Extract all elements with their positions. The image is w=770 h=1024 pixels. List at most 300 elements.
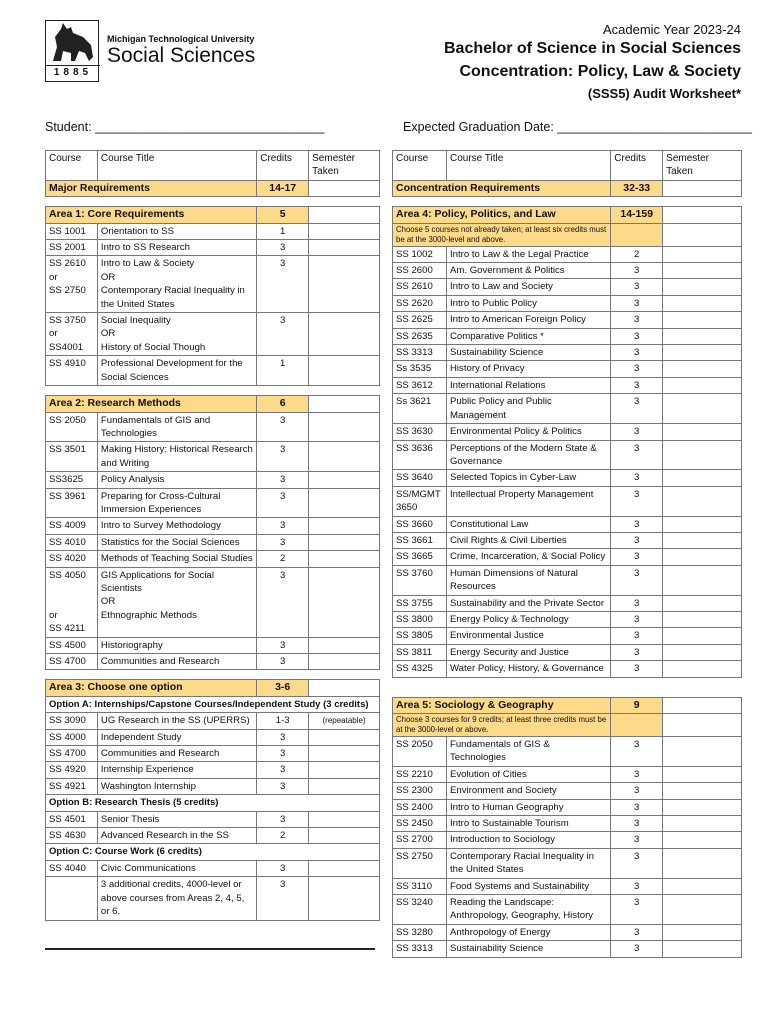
semester-cell[interactable] — [663, 361, 742, 377]
semester-cell[interactable] — [309, 256, 380, 313]
course-title: Preparing for Cross-Cultural Immersion Experiences — [97, 488, 256, 518]
course-code: SS 2750 — [393, 848, 447, 878]
semester-cell[interactable] — [309, 412, 380, 442]
course-title: Reading the Landscape: Anthropology, Geography, History — [446, 895, 610, 925]
course-title: International Relations — [446, 377, 610, 393]
course-code: SS 4920 — [46, 762, 98, 778]
course-title: Intro to Public Policy — [446, 295, 610, 311]
semester-cell[interactable] — [663, 394, 742, 424]
course-title: GIS Applications for Social Scientists OR Ethnographic Methods — [97, 567, 256, 637]
audit-title: (SSS5) Audit Worksheet* — [587, 86, 741, 101]
section-credits: 3-6 — [257, 680, 309, 696]
table-row — [393, 470, 742, 486]
section-credits: 6 — [257, 396, 309, 412]
course-title: Crime, Incarceration, & Social Policy — [446, 549, 610, 565]
semester-cell[interactable] — [663, 737, 742, 767]
course-credits: 3 — [257, 518, 309, 534]
course-credits: 3 — [257, 778, 309, 794]
course-credits: 2 — [257, 828, 309, 844]
course-code: SS 3811 — [393, 644, 447, 660]
logo-year: 1885 — [53, 67, 93, 78]
course-credits: 3 — [611, 848, 663, 878]
course-title: Making History: Historical Research and Writing — [97, 442, 256, 472]
course-code: SS 2001 — [46, 240, 98, 256]
table-row — [393, 486, 742, 516]
semester-cell[interactable] — [309, 534, 380, 550]
semester-cell[interactable] — [663, 628, 742, 644]
course-credits: 3 — [611, 878, 663, 894]
course-title: Professional Development for the Social Sciences — [97, 356, 256, 386]
semester-cell[interactable] — [663, 816, 742, 832]
university-logo — [45, 20, 275, 84]
course-title: Intro to Sustainable Tourism — [446, 816, 610, 832]
area4-header — [393, 207, 742, 223]
course-code: SS 3313 — [393, 941, 447, 957]
course-code: SS 2610 — [393, 279, 447, 295]
course-code: SS 3612 — [393, 377, 447, 393]
course-title: Environmental Justice — [446, 628, 610, 644]
course-title: Washington Internship — [97, 778, 256, 794]
semester-cell[interactable] — [663, 697, 742, 713]
table-row — [393, 924, 742, 940]
table-row — [393, 424, 742, 440]
course-code: SS 4501 — [46, 811, 98, 827]
course-title: Comparative Politics * — [446, 328, 610, 344]
course-credits: 3 — [257, 762, 309, 778]
semester-cell[interactable] — [663, 263, 742, 279]
section-credits: 9 — [611, 697, 663, 713]
semester-cell[interactable] — [309, 567, 380, 637]
course-code: SS 2635 — [393, 328, 447, 344]
concentration-title: Concentration: Policy, Law & Society — [459, 63, 741, 80]
table-row — [393, 440, 742, 470]
semester-cell[interactable] — [309, 860, 380, 876]
semester-cell[interactable] — [309, 518, 380, 534]
course-title: Sustainability and the Private Sector — [446, 595, 610, 611]
semester-cell[interactable] — [663, 486, 742, 516]
semester-cell[interactable] — [663, 848, 742, 878]
course-code: SS 1001 — [46, 223, 98, 239]
course-credits: 3 — [257, 637, 309, 653]
semester-cell[interactable] — [663, 595, 742, 611]
table-row — [393, 644, 742, 660]
course-credits: 1-3 — [257, 713, 309, 729]
table-row — [393, 549, 742, 565]
course-code: SS 2625 — [393, 312, 447, 328]
course-credits: 1 — [257, 223, 309, 239]
course-credits: 3 — [257, 567, 309, 637]
col-course: Course — [46, 151, 98, 181]
course-title: Social Inequality OR History of Social Though — [97, 313, 256, 356]
concentration-requirements-row — [393, 180, 742, 196]
course-credits: 3 — [257, 256, 309, 313]
major-requirements-row — [46, 180, 380, 196]
table-row — [46, 637, 380, 653]
course-credits: 3 — [257, 442, 309, 472]
course-title: Independent Study — [97, 729, 256, 745]
course-credits: 3 — [611, 328, 663, 344]
course-code: SS 3760 — [393, 565, 447, 595]
department-name: Social Sciences — [107, 44, 256, 67]
course-code: Ss 3535 — [393, 361, 447, 377]
course-title: Public Policy and Public Management — [446, 394, 610, 424]
course-credits: 3 — [611, 424, 663, 440]
table-row — [393, 246, 742, 262]
course-code: SS 2450 — [393, 816, 447, 832]
table-row — [46, 551, 380, 567]
table-row — [393, 737, 742, 767]
table-row — [393, 941, 742, 957]
col-title: Course Title — [97, 151, 256, 181]
course-code: SS 4910 — [46, 356, 98, 386]
semester-cell[interactable] — [309, 396, 380, 412]
table-row — [46, 256, 380, 313]
table-row — [46, 654, 380, 670]
semester-cell[interactable] — [309, 654, 380, 670]
course-title: Perceptions of the Modern State & Governance — [446, 440, 610, 470]
semester-cell[interactable] — [309, 488, 380, 518]
semester-cell[interactable] — [309, 680, 380, 696]
semester-cell[interactable] — [309, 223, 380, 239]
table-row — [393, 783, 742, 799]
course-code: SS 3660 — [393, 516, 447, 532]
semester-cell[interactable] — [663, 532, 742, 548]
course-credits: 3 — [257, 877, 309, 920]
course-code: SS 3750 or SS4001 — [46, 313, 98, 356]
course-code: SS 2300 — [393, 783, 447, 799]
semester-cell[interactable] — [309, 811, 380, 827]
course-title: Communities and Research — [97, 746, 256, 762]
table-row — [393, 628, 742, 644]
semester-cell[interactable] — [663, 714, 742, 737]
course-title: Policy Analysis — [97, 472, 256, 488]
course-credits: 2 — [611, 246, 663, 262]
table-row — [393, 816, 742, 832]
semester-cell[interactable] — [663, 223, 742, 246]
course-credits: 3 — [611, 799, 663, 815]
semester-cell[interactable] — [309, 180, 380, 196]
table-row — [393, 611, 742, 627]
course-title: Statistics for the Social Sciences — [97, 534, 256, 550]
course-credits: 3 — [257, 746, 309, 762]
semester-cell[interactable] — [663, 799, 742, 815]
university-name: Michigan Technological University — [107, 34, 255, 44]
semester-cell[interactable] — [663, 516, 742, 532]
course-title: Intro to American Foreign Policy — [446, 312, 610, 328]
section-note: Choose 5 courses not already taken; at least six credits must be at the 3000-level and above. — [393, 223, 611, 246]
semester-cell[interactable] — [309, 551, 380, 567]
section-label: Area 2: Research Methods — [46, 396, 257, 412]
course-credits: 3 — [611, 516, 663, 532]
table-row — [46, 877, 380, 920]
semester-cell[interactable] — [309, 746, 380, 762]
semester-cell[interactable] — [663, 470, 742, 486]
semester-cell[interactable] — [663, 345, 742, 361]
table-row — [46, 860, 380, 876]
semester-cell[interactable] — [663, 783, 742, 799]
table-row — [46, 223, 380, 239]
table-row — [46, 472, 380, 488]
course-code: SS 2700 — [393, 832, 447, 848]
table-row — [393, 394, 742, 424]
course-code: SS 4000 — [46, 729, 98, 745]
table-row — [393, 895, 742, 925]
course-title: Selected Topics in Cyber-Law — [446, 470, 610, 486]
course-title: Food Systems and Sustainability — [446, 878, 610, 894]
col-course: Course — [393, 151, 447, 181]
course-code: SS 4325 — [393, 661, 447, 677]
option-label: Option C: Course Work (6 credits) — [46, 844, 380, 860]
table-row — [393, 799, 742, 815]
table-row — [46, 713, 380, 729]
course-code: SS 2050 — [393, 737, 447, 767]
table-row — [393, 595, 742, 611]
course-credits: 3 — [611, 895, 663, 925]
semester-cell[interactable] — [309, 729, 380, 745]
course-credits: 3 — [611, 394, 663, 424]
table-row — [393, 848, 742, 878]
course-title: Sustainability Science — [446, 345, 610, 361]
course-title: Senior Thesis — [97, 811, 256, 827]
course-credits: 3 — [611, 628, 663, 644]
course-title: Evolution of Cities — [446, 766, 610, 782]
course-title: Environment and Society — [446, 783, 610, 799]
course-title: Intellectual Property Management — [446, 486, 610, 516]
course-code: SS 4921 — [46, 778, 98, 794]
course-code: SS 3805 — [393, 628, 447, 644]
option-label: Option A: Internships/Capstone Courses/Independent Study (3 credits) — [46, 696, 380, 712]
course-credits: 3 — [257, 472, 309, 488]
semester-cell[interactable] — [309, 778, 380, 794]
table-row — [393, 532, 742, 548]
course-title: Am. Government & Politics — [446, 263, 610, 279]
table-row — [46, 313, 380, 356]
course-title: Communities and Research — [97, 654, 256, 670]
section-label: Concentration Requirements — [393, 180, 611, 196]
course-credits: 3 — [611, 766, 663, 782]
semester-cell[interactable] — [663, 328, 742, 344]
course-code: SS 4700 — [46, 746, 98, 762]
table-row — [46, 518, 380, 534]
semester-cell[interactable] — [663, 565, 742, 595]
section-credits: 14-159 — [611, 207, 663, 223]
course-code: SS 4010 — [46, 534, 98, 550]
semester-cell[interactable] — [663, 440, 742, 470]
table-row — [393, 345, 742, 361]
semester-cell[interactable] — [663, 295, 742, 311]
semester-cell[interactable] — [663, 207, 742, 223]
area2-header — [46, 396, 380, 412]
course-code: SS 4500 — [46, 637, 98, 653]
col-credits: Credits — [257, 151, 309, 181]
course-title: Human Dimensions of Natural Resources — [446, 565, 610, 595]
table-row — [46, 746, 380, 762]
course-credits: 3 — [611, 345, 663, 361]
semester-cell[interactable] — [663, 424, 742, 440]
course-title: Fundamentals of GIS and Technologies — [97, 412, 256, 442]
semester-cell[interactable] — [663, 878, 742, 894]
section-label: Area 3: Choose one option — [46, 680, 257, 696]
course-title: Civil Rights & Civil Liberties — [446, 532, 610, 548]
course-title: History of Privacy — [446, 361, 610, 377]
course-code: SS 4020 — [46, 551, 98, 567]
table-row — [393, 295, 742, 311]
semester-cell[interactable] — [663, 279, 742, 295]
section-credits: 32-33 — [611, 180, 663, 196]
course-title: Historiography — [97, 637, 256, 653]
table-row — [393, 661, 742, 677]
course-code: SS 3240 — [393, 895, 447, 925]
course-title: Civic Communications — [97, 860, 256, 876]
course-title: Energy Policy & Technology — [446, 611, 610, 627]
course-credits: 3 — [611, 941, 663, 957]
section-label: Area 5: Sociology & Geography — [393, 697, 611, 713]
course-credits: 3 — [257, 313, 309, 356]
table-row — [46, 356, 380, 386]
area5-header — [393, 697, 742, 713]
course-credits: 3 — [611, 470, 663, 486]
course-title: Intro to Law and Society — [446, 279, 610, 295]
semester-cell[interactable] — [663, 832, 742, 848]
semester-cell[interactable] — [309, 877, 380, 920]
table-row — [393, 565, 742, 595]
semester-cell[interactable] — [309, 762, 380, 778]
semester-cell[interactable] — [663, 377, 742, 393]
table-row — [393, 312, 742, 328]
course-title: Methods of Teaching Social Studies — [97, 551, 256, 567]
table-row — [393, 263, 742, 279]
course-credits: 3 — [257, 412, 309, 442]
course-code: SS 4050 or SS 4211 — [46, 567, 98, 637]
col-credits: Credits — [611, 151, 663, 181]
col-semester: Semester Taken — [663, 151, 742, 181]
semester-cell[interactable] — [309, 828, 380, 844]
semester-cell[interactable] — [663, 246, 742, 262]
area3-header — [46, 680, 380, 696]
course-credits: 3 — [611, 263, 663, 279]
course-title: Environmental Policy & Politics — [446, 424, 610, 440]
option-label: Option B: Research Thesis (5 credits) — [46, 795, 380, 811]
semester-cell[interactable] — [309, 442, 380, 472]
course-credits: 3 — [611, 295, 663, 311]
course-title: Anthropology of Energy — [446, 924, 610, 940]
table-row — [46, 442, 380, 472]
student-field[interactable]: Student: _________________________________ — [45, 120, 325, 134]
semester-cell[interactable] — [663, 312, 742, 328]
course-credits: 3 — [611, 832, 663, 848]
course-code: SS 3636 — [393, 440, 447, 470]
academic-year: Academic Year 2023-24 — [602, 22, 741, 37]
course-code: SS 2050 — [46, 412, 98, 442]
table-row — [393, 377, 742, 393]
semester-cell[interactable] — [663, 895, 742, 925]
course-credits: 3 — [257, 860, 309, 876]
course-title: Intro to Law & Society OR Contemporary Racial Inequality in the United States — [97, 256, 256, 313]
semester-cell[interactable] — [663, 661, 742, 677]
course-credits: 3 — [611, 532, 663, 548]
course-code: SS 3630 — [393, 424, 447, 440]
course-title: Sustainability Science — [446, 941, 610, 957]
course-credits: 3 — [611, 279, 663, 295]
graduation-date-field[interactable]: Expected Graduation Date: ____________________________ — [403, 120, 752, 134]
course-credits: 3 — [257, 488, 309, 518]
table-row — [393, 516, 742, 532]
course-title: Intro to Survey Methodology — [97, 518, 256, 534]
course-title: Advanced Research in the SS — [97, 828, 256, 844]
course-title: Constitutional Law — [446, 516, 610, 532]
course-title: Fundamentals of GIS & Technologies — [446, 737, 610, 767]
table-row — [46, 778, 380, 794]
course-code: SS 2620 — [393, 295, 447, 311]
course-code: SS 4630 — [46, 828, 98, 844]
table-row — [46, 811, 380, 827]
course-credits: 2 — [257, 551, 309, 567]
section-label: Area 1: Core Requirements — [46, 207, 257, 223]
course-code: SS 3661 — [393, 532, 447, 548]
course-code: SS 1002 — [393, 246, 447, 262]
semester-cell[interactable] — [663, 549, 742, 565]
semester-cell[interactable] — [663, 766, 742, 782]
semester-cell[interactable]: (repeatable) — [309, 713, 380, 729]
table-row — [46, 488, 380, 518]
semester-cell[interactable] — [309, 472, 380, 488]
section-label: Area 4: Policy, Politics, and Law — [393, 207, 611, 223]
table-row — [46, 567, 380, 637]
table-row — [46, 240, 380, 256]
course-title: Intro to Law & the Legal Practice — [446, 246, 610, 262]
course-credits: 3 — [611, 816, 663, 832]
course-credits: 3 — [611, 611, 663, 627]
semester-cell[interactable] — [663, 611, 742, 627]
course-code: SS 2210 — [393, 766, 447, 782]
course-credits: 3 — [257, 534, 309, 550]
course-code: SS 3313 — [393, 345, 447, 361]
course-credits: 3 — [611, 661, 663, 677]
course-credits: 3 — [611, 565, 663, 595]
course-code: SS 2610 or SS 2750 — [46, 256, 98, 313]
course-title: Introduction to Sociology — [446, 832, 610, 848]
course-code: SS 3640 — [393, 470, 447, 486]
semester-cell[interactable] — [663, 644, 742, 660]
course-code: SS 4700 — [46, 654, 98, 670]
husky-logo-box — [45, 20, 99, 82]
course-title: Water Policy, History, & Governance — [446, 661, 610, 677]
course-code: SS 3755 — [393, 595, 447, 611]
semester-cell[interactable] — [309, 637, 380, 653]
table-row — [393, 279, 742, 295]
table-row — [46, 412, 380, 442]
semester-cell[interactable] — [309, 313, 380, 356]
course-code: SS/MGMT 3650 — [393, 486, 447, 516]
course-code: SS 4040 — [46, 860, 98, 876]
semester-cell[interactable] — [663, 180, 742, 196]
semester-cell[interactable] — [309, 240, 380, 256]
semester-cell[interactable] — [663, 924, 742, 940]
section-note: Choose 3 courses for 9 credits; at least three credits must be at the 3000-level or above. — [393, 714, 611, 737]
course-code: SS 3110 — [393, 878, 447, 894]
course-code: SS 3665 — [393, 549, 447, 565]
semester-cell[interactable] — [309, 356, 380, 386]
course-credits: 3 — [611, 312, 663, 328]
course-title: 3 additional credits, 4000-level or above courses from Areas 2, 4, 5, or 6. — [97, 877, 256, 920]
course-credits: 3 — [611, 361, 663, 377]
course-code — [46, 877, 98, 920]
semester-cell[interactable] — [663, 941, 742, 957]
table-row — [46, 729, 380, 745]
semester-cell[interactable] — [309, 207, 380, 223]
husky-icon — [49, 23, 95, 63]
course-credits: 3 — [611, 440, 663, 470]
